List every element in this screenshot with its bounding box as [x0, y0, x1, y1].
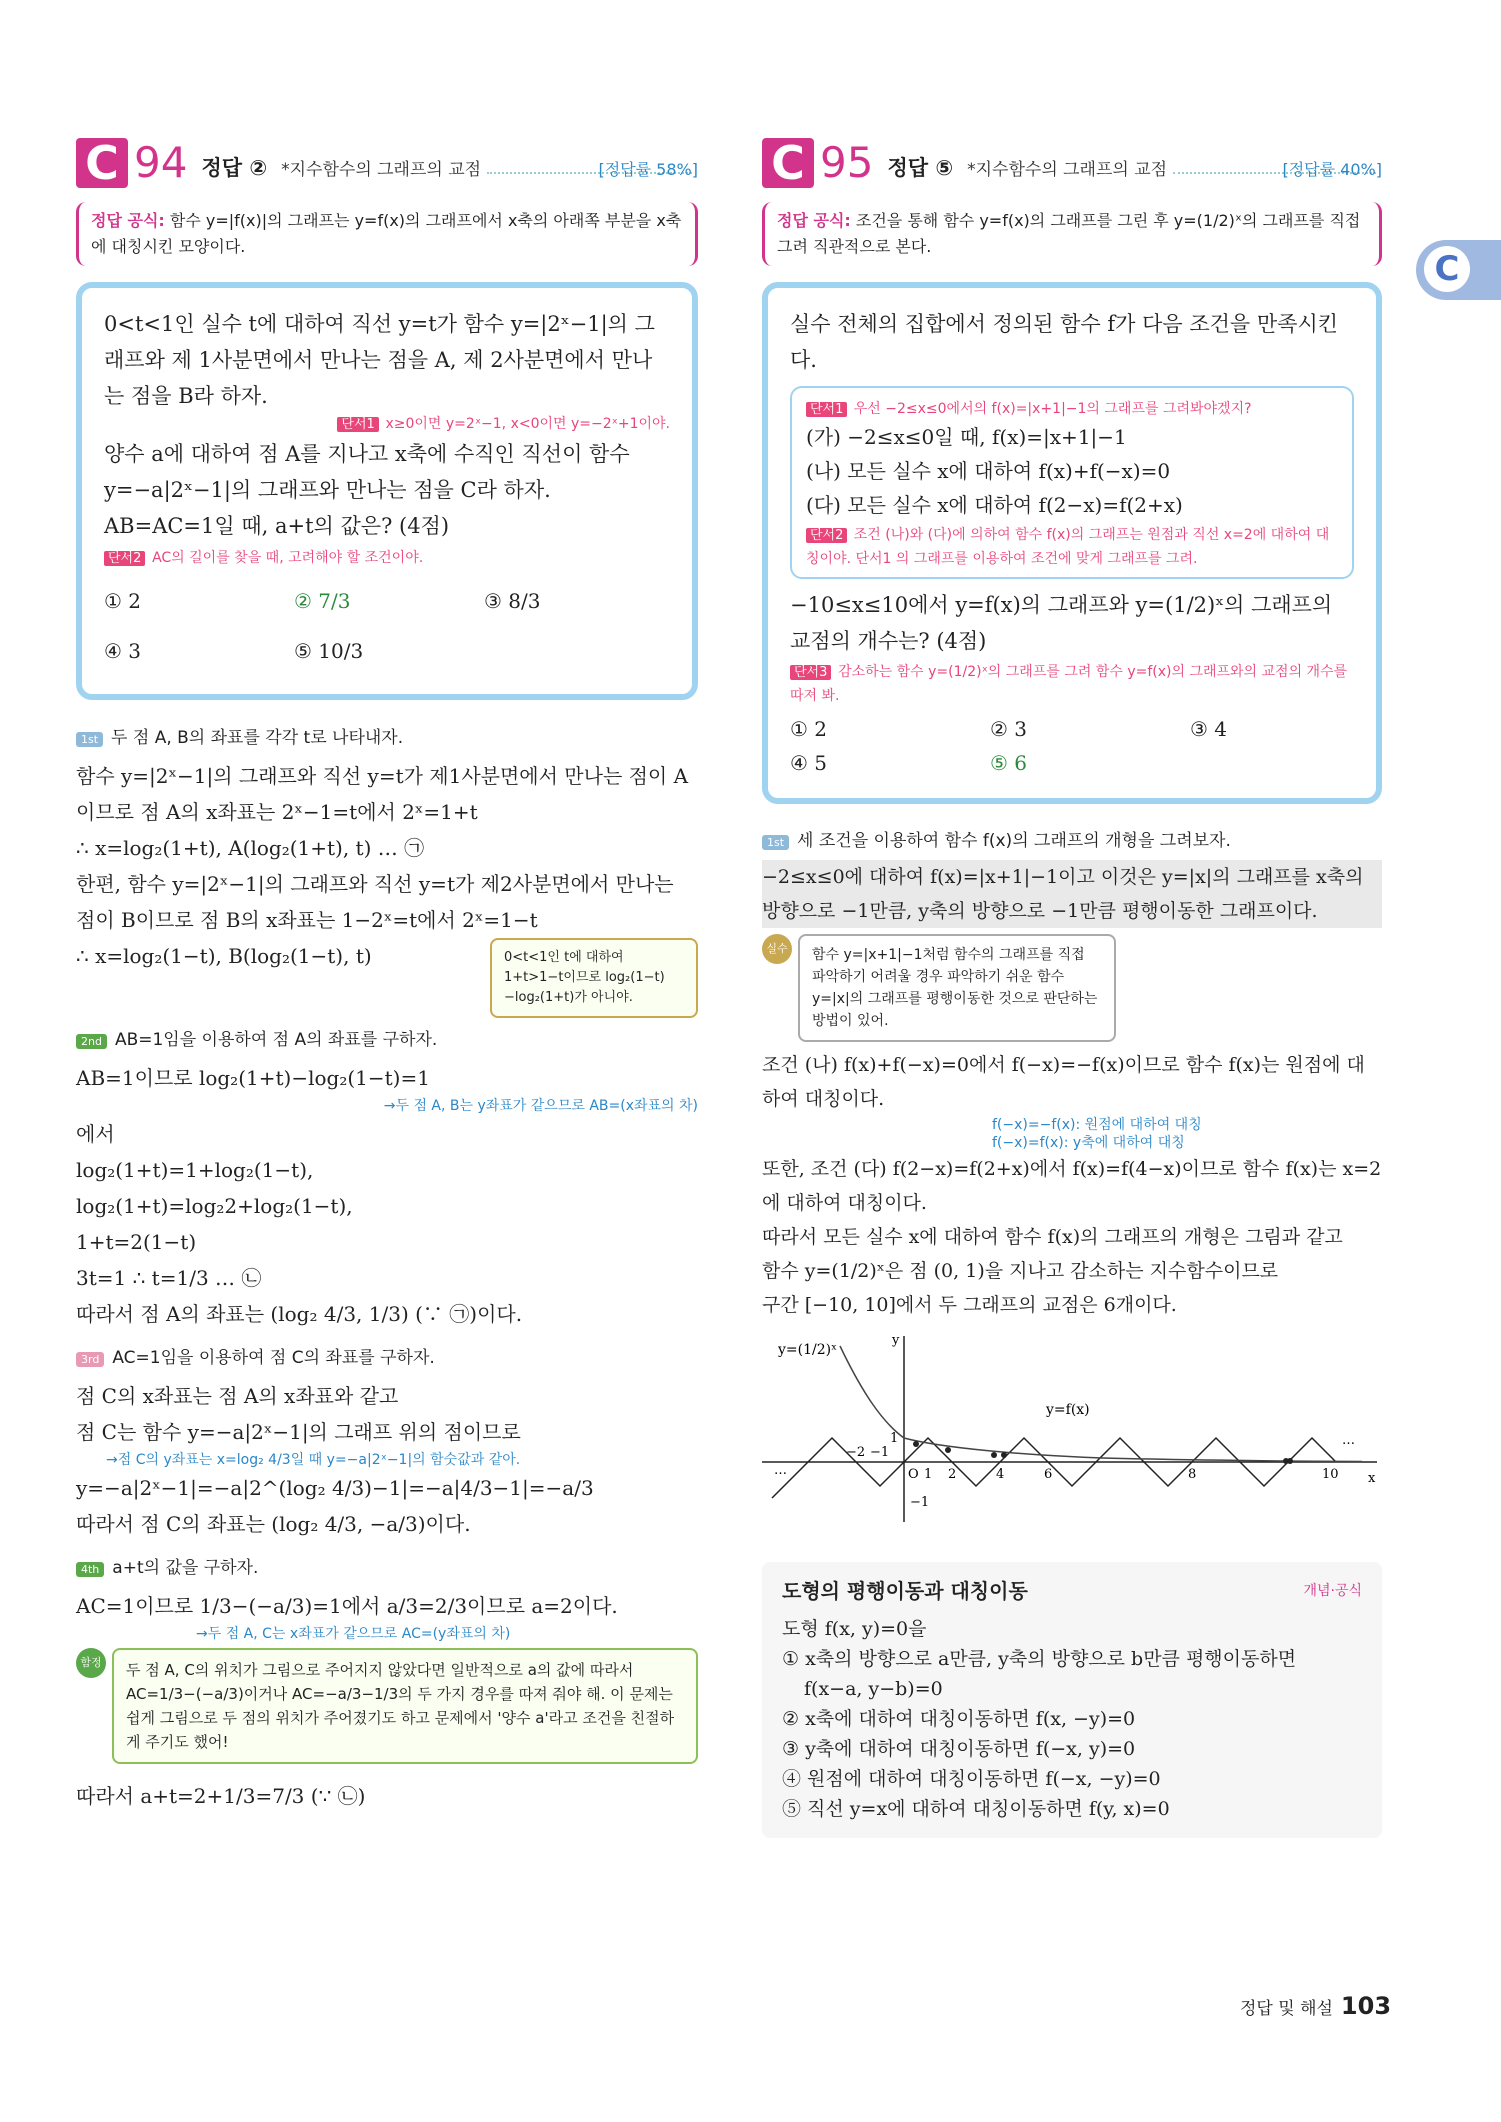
- answer-choices: [790, 712, 1354, 780]
- solution-line: 한편, 함수 y=|2ˣ−1|의 그래프와 직선 y=t가 제2사분면에서 만나는 점이 B이므로 점 B의 x좌표는 1−2ˣ=t에서 2ˣ=1−t: [76, 872, 674, 932]
- trap-tip-box: 두 점 A, C의 위치가 그림으로 주어지지 않았다면 일반적으로 a의 값에 따라서 AC=1/3−(−a/3)이거나 AC=−a/3−1/3의 두 가지 경우를 따져 줘야 해. 이 문제는 쉽게 그림으로 두 점의 위치가 주어졌기도 하고 문제에서 '양수 a'라고 조건을 친절하게 주기도 했어!: [112, 1648, 698, 1764]
- step-title: 두 점 A, B의 좌표를 각각 t로 나타내자.: [111, 728, 404, 748]
- step-1-heading: [76, 720, 698, 758]
- concept-box: [762, 1562, 1382, 1838]
- solution-line: 따라서 점 A의 좌표는 (log₂ 4/3, 1/3) (∵ ㉠)이다.: [76, 1302, 523, 1326]
- choice-4[interactable]: ④ 5: [790, 751, 828, 775]
- solution-line: AB=1이므로 log₂(1+t)−log₂(1−t)=1: [76, 1066, 430, 1090]
- solution-line: 함수 y=(1/2)ˣ은 점 (0, 1)을 지나고 감소하는 지수함수이므로: [762, 1260, 1279, 1282]
- accuracy-rate: [정답률 40%]: [1282, 160, 1382, 179]
- section-tab-letter: C: [1424, 246, 1470, 292]
- problem-intro: 실수 전체의 집합에서 정의된 함수 f가 다음 조건을 만족시킨다.: [790, 312, 1339, 372]
- condition-na: (나) 모든 실수 x에 대하여 f(x)+f(−x)=0: [806, 459, 1171, 483]
- solution-line: 에서: [76, 1122, 115, 1146]
- question-part-1: [104, 306, 670, 414]
- clue-badge-1: 단서1: [806, 402, 847, 417]
- trap-icon: 함정: [76, 1648, 106, 1678]
- choice-2[interactable]: ② 7/3: [294, 589, 351, 613]
- intersection-point: [991, 1452, 997, 1458]
- concept-title: 도형의 평행이동과 대칭이동: [782, 1579, 1028, 1603]
- x-tick: 4: [996, 1467, 1005, 1482]
- solution-line: AC=1이므로 1/3−(−a/3)=1에서 a/3=2/3이므로 a=2이다.: [76, 1594, 618, 1618]
- function-graph: [762, 1332, 1382, 1532]
- step-badge: 2nd: [76, 1034, 107, 1049]
- symmetry-note-2: f(−x)=f(x): y축에 대하여 대칭: [992, 1135, 1185, 1151]
- solution-line: 함수 y=|2ˣ−1|의 그래프와 직선 y=t가 제1사분면에서 만나는 점이 A이므로 점 A의 x좌표는 2ˣ−1=t에서 2ˣ=1+t: [76, 764, 689, 824]
- choice-1[interactable]: ① 2: [790, 717, 828, 741]
- symmetry-note-1: f(−x)=−f(x): 원점에 대하여 대칭: [992, 1117, 1202, 1133]
- y-tick-1: 1: [890, 1431, 899, 1446]
- concept-header: [782, 1576, 1362, 1606]
- x-tick: −2: [846, 1445, 866, 1460]
- solution-line: 따라서 점 C의 좌표는 (log₂ 4/3, −a/3)이다.: [76, 1512, 471, 1536]
- tip-box-1: 0<t<1인 t에 대하여 1+t>1−t이므로 log₂(1−t)−log₂(1+t)가 아니야.: [490, 938, 698, 1018]
- solution-line: 1+t=2(1−t): [76, 1230, 197, 1254]
- step-3-heading: [76, 1340, 698, 1378]
- intersection-point: [913, 1441, 919, 1447]
- hint-1: [806, 396, 1338, 420]
- condition-box: [790, 386, 1354, 579]
- y-tick-minus-1: −1: [910, 1495, 930, 1510]
- concept-line: ② x축에 대하여 대칭이동하면 f(x, −y)=0: [782, 1708, 1136, 1730]
- step-badge: 1st: [762, 835, 789, 850]
- clue-text-2: 조건 (나)와 (다)에 의하여 함수 f(x)의 그래프는 원점과 직선 x=2에 대하여 대칭이야. 단서1 의 그래프를 이용하여 조건에 맞게 그래프를 그려.: [806, 527, 1330, 567]
- footer-label: 정답 및 해설: [1240, 1999, 1333, 2019]
- concept-body: [782, 1614, 1362, 1824]
- f-label: y=f(x): [1046, 1402, 1090, 1418]
- clue-badge-3: 단서3: [790, 665, 831, 680]
- question-text: −10≤x≤10에서 y=f(x)의 그래프와 y=(1/2)ˣ의 그래프의 교점의 개수는? (4점): [790, 593, 1333, 653]
- formula-label: 정답 공식:: [91, 211, 165, 230]
- formula-label: 정답 공식:: [777, 211, 851, 230]
- mistake-tip-box: 함수 y=|x+1|−1처럼 함수의 그래프를 직접 파악하기 어려울 경우 파악하기 쉬운 함수 y=|x|의 그래프를 평행이동한 것으로 판단하는 방법이 있어.: [798, 934, 1116, 1042]
- choice-5[interactable]: ⑤ 10/3: [294, 639, 364, 663]
- question-part-2: [104, 436, 670, 508]
- final-answer-line: 따라서 a+t=2+1/3=7/3 (∵ ㉡): [76, 1784, 366, 1808]
- solution-line: 구간 [−10, 10]에서 두 그래프의 교점은 6개이다.: [762, 1294, 1177, 1316]
- choice-1[interactable]: ① 2: [104, 589, 142, 613]
- x-tick: 10: [1322, 1467, 1339, 1482]
- clue-text-3: 감소하는 함수 y=(1/2)ˣ의 그래프를 그려 함수 y=f(x)의 그래프와의 교점의 개수를 따져 봐.: [790, 664, 1348, 704]
- choice-2[interactable]: ② 3: [990, 717, 1028, 741]
- x-axis-label: x: [1368, 1471, 1376, 1486]
- question-text-3: AB=AC=1일 때, a+t의 값은? (4점): [104, 514, 450, 538]
- step-note: →두 점 A, B는 y좌표가 같으므로 AB=(x좌표의 차): [383, 1098, 698, 1114]
- choice-3[interactable]: ③ 4: [1190, 717, 1228, 741]
- solution-line: log₂(1+t)=1+log₂(1−t),: [76, 1158, 314, 1182]
- problem-95-header: [762, 130, 1382, 188]
- problem-box: [762, 282, 1382, 804]
- solution-line: 조건 (나) f(x)+f(−x)=0에서 f(−x)=−f(x)이므로 함수 f(x)는 원점에 대하여 대칭이다.: [762, 1054, 1365, 1110]
- step-4-heading: [76, 1550, 698, 1588]
- solution-line: 점 C의 x좌표는 점 A의 x좌표와 같고: [76, 1384, 399, 1408]
- mistake-icon: 실수: [762, 934, 792, 964]
- exp-label: y=(1/2)ˣ: [778, 1342, 838, 1358]
- step-note: →두 점 A, C는 x좌표가 같으므로 AC=(y좌표의 차): [196, 1626, 511, 1642]
- choice-4[interactable]: ④ 3: [104, 639, 142, 663]
- ellipsis-right: …: [1342, 1433, 1355, 1448]
- question-part-3: [104, 508, 670, 544]
- hint-3: [790, 659, 1354, 706]
- solution-line: 또한, 조건 (다) f(2−x)=f(2+x)에서 f(x)=f(4−x)이므로 함수 f(x)는 x=2에 대하여 대칭이다.: [762, 1158, 1382, 1214]
- answer-formula: [762, 202, 1382, 266]
- step-2-heading: [76, 1022, 698, 1060]
- solution-line: ∴ x=log₂(1−t), B(log₂(1−t), t): [76, 944, 372, 968]
- concept-line: f(x−a, y−b)=0: [804, 1678, 943, 1700]
- hint-2: [806, 522, 1338, 569]
- solution-line: 점 C는 함수 y=−a|2ˣ−1|의 그래프 위의 점이므로: [76, 1420, 521, 1444]
- hint-2: [104, 544, 670, 570]
- problem-94-header: [76, 130, 698, 188]
- topic-label: *지수함수의 그래프의 교점: [281, 160, 482, 180]
- problem-badge: C: [76, 138, 128, 188]
- step-title: AC=1임을 이용하여 점 C의 좌표를 구하자.: [112, 1348, 435, 1368]
- concept-line: 도형 f(x, y)=0을: [782, 1618, 927, 1640]
- clue-text-1: x≥0이면 y=2ˣ−1, x<0이면 y=−2ˣ+1이야.: [385, 416, 670, 432]
- concept-line: ③ y축에 대하여 대칭이동하면 f(−x, y)=0: [782, 1738, 1136, 1760]
- question-text-2: 양수 a에 대하여 점 A를 지나고 x축에 수직인 직선이 함수 y=−a|2ˣ−1|의 그래프와 만나는 점을 C라 하자.: [104, 442, 630, 502]
- step-title: AB=1임을 이용하여 점 A의 좌표를 구하자.: [114, 1030, 438, 1050]
- solution-95: [762, 824, 1382, 1322]
- highlighted-line: −2≤x≤0에 대하여 f(x)=|x+1|−1이고 이것은 y=|x|의 그래프를 x축의 방향으로 −1만큼, y축의 방향으로 −1만큼 평행이동한 그래프이다.: [762, 860, 1382, 928]
- solution-94: [76, 720, 698, 1814]
- x-tick: 2: [948, 1467, 957, 1482]
- intersection-point: [1001, 1452, 1007, 1458]
- x-tick: 6: [1044, 1467, 1053, 1482]
- concept-line: ④ 원점에 대하여 대칭이동하면 f(−x, −y)=0: [782, 1768, 1161, 1790]
- section-tab: [1416, 240, 1501, 300]
- clue-text-2: AC의 길이를 찾을 때, 고려해야 할 조건이야.: [152, 550, 424, 566]
- solution-line: log₂(1+t)=log₂2+log₂(1−t),: [76, 1194, 353, 1218]
- answer-label: 정답 ②: [201, 156, 268, 180]
- formula-text: 조건을 통해 함수 y=f(x)의 그래프를 그린 후 y=(1/2)ˣ의 그래프를 직접 그려 직관적으로 본다.: [777, 211, 1361, 256]
- topic-label: *지수함수의 그래프의 교점: [967, 160, 1168, 180]
- x-tick: 8: [1188, 1467, 1197, 1482]
- formula-text: 함수 y=|f(x)|의 그래프는 y=f(x)의 그래프에서 x축의 아래쪽 부분을 x축에 대칭시킨 모양이다.: [91, 211, 682, 256]
- page-number: 103: [1340, 1992, 1392, 2020]
- solution-line: 따라서 모든 실수 x에 대하여 함수 f(x)의 그래프의 개형은 그림과 같고: [762, 1226, 1343, 1248]
- intersection-point: [1287, 1458, 1293, 1464]
- page-footer: [1240, 1992, 1391, 2020]
- answer-formula: [76, 202, 698, 266]
- solution-line: 3t=1 ∴ t=1/3 … ㉡: [76, 1266, 262, 1290]
- accuracy-rate: [정답률 58%]: [598, 160, 698, 179]
- concept-line: ⑤ 직선 y=x에 대하여 대칭이동하면 f(y, x)=0: [782, 1798, 1170, 1820]
- step-badge: 4th: [76, 1562, 104, 1577]
- step-1-heading: [762, 824, 1382, 860]
- solution-line: y=−a|2ˣ−1|=−a|2^(log₂ 4/3)−1|=−a|4/3−1|=−a/3: [76, 1476, 594, 1500]
- x-tick: −1: [870, 1445, 890, 1460]
- origin-label: O: [908, 1467, 919, 1482]
- problem-number: 95: [820, 138, 874, 187]
- solution-line: ∴ x=log₂(1+t), A(log₂(1+t), t) … ㉠: [76, 836, 425, 860]
- problem-box: [76, 282, 698, 700]
- concept-line: ① x축의 방향으로 a만큼, y축의 방향으로 b만큼 평행이동하면: [782, 1648, 1297, 1670]
- step-note: →점 C의 y좌표는 x=log₂ 4/3일 때 y=−a|2ˣ−1|의 함숫값과 같아.: [106, 1452, 521, 1468]
- step-badge: 1st: [76, 732, 103, 747]
- step-badge: 3rd: [76, 1352, 104, 1367]
- clue-badge-2: 단서2: [806, 528, 847, 543]
- condition-ga: (가) −2≤x≤0일 때, f(x)=|x+1|−1: [806, 425, 1127, 449]
- problem-94: [76, 130, 698, 1814]
- clue-badge-1: 단서1: [337, 417, 378, 432]
- choice-3[interactable]: ③ 8/3: [484, 589, 541, 613]
- answer-choices: [104, 576, 670, 676]
- clue-text-1: 우선 −2≤x≤0에서의 f(x)=|x+1|−1의 그래프를 그려봐야겠지?: [853, 401, 1252, 417]
- concept-tag: 개념·공식: [1303, 1583, 1362, 1599]
- x-tick: 1: [924, 1467, 933, 1482]
- step-title: 세 조건을 이용하여 함수 f(x)의 그래프의 개형을 그려보자.: [797, 831, 1231, 851]
- choice-5[interactable]: ⑤ 6: [990, 751, 1028, 775]
- intersection-point: [945, 1447, 951, 1453]
- answer-label: 정답 ⑤: [887, 156, 954, 180]
- problem-badge: C: [762, 138, 814, 188]
- ellipsis-left: …: [774, 1463, 787, 1478]
- step-title: a+t의 값을 구하자.: [112, 1558, 259, 1578]
- question-text-1: 0<t<1인 실수 t에 대하여 직선 y=t가 함수 y=|2ˣ−1|의 그래프와 제 1사분면에서 만나는 점을 A, 제 2사분면에서 만나는 점을 B라 하자.: [104, 312, 655, 408]
- problem-95: [762, 130, 1382, 1838]
- problem-number: 94: [134, 138, 188, 187]
- condition-da: (다) 모든 실수 x에 대하여 f(2−x)=f(2+x): [806, 493, 1183, 517]
- y-axis-label: y: [892, 1333, 900, 1348]
- clue-badge-2: 단서2: [104, 551, 145, 566]
